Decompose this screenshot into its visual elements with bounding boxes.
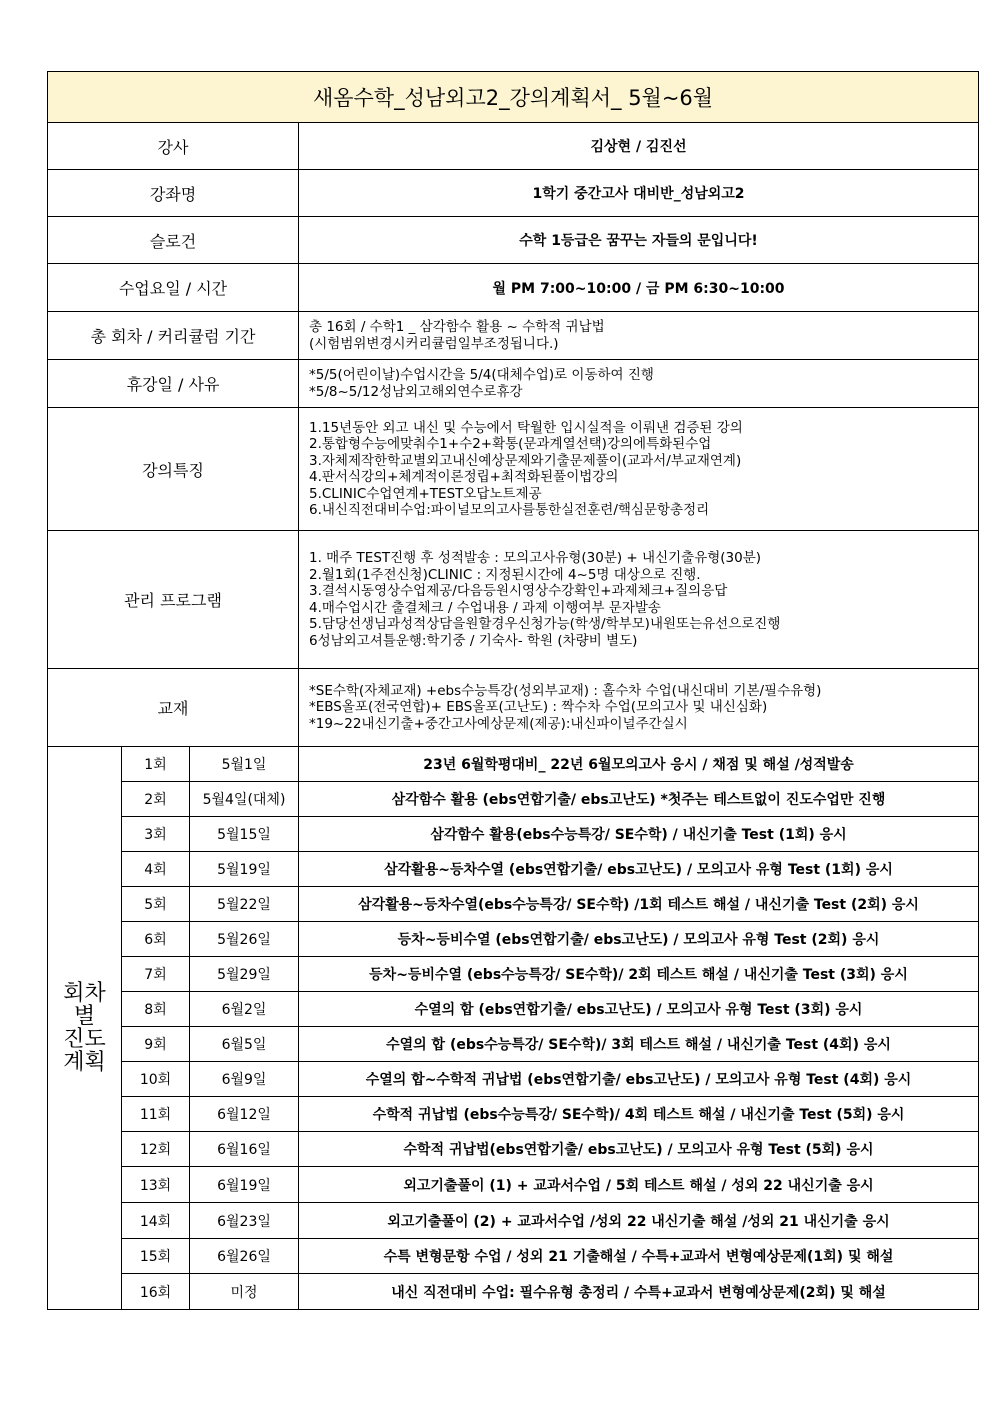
session-topic: 수열의 합 (ebs수능특강/ SE수학)/ 3회 테스트 해설 / 내신기출 Test (4회) 응시 xyxy=(299,1027,979,1062)
info-row-lecture-features xyxy=(48,408,979,531)
session-date: 5월4일(대체) xyxy=(190,782,299,817)
info-value-line: 2.월1회(1주전신청)CLINIC : 지정된시간에 4~5명 대상으로 진행. xyxy=(309,566,701,583)
info-row-course-name xyxy=(48,170,979,217)
session-date: 미정 xyxy=(190,1274,299,1310)
session-date: 6월19일 xyxy=(190,1167,299,1203)
session-date: 6월23일 xyxy=(190,1203,299,1239)
info-value-line: 2.통합형수능에맞춰수1+수2+확통(문과계열선택)강의에특화된수업 xyxy=(309,436,712,452)
info-label: 수업요일 / 시간 xyxy=(48,264,299,312)
schedule-row xyxy=(48,1239,979,1274)
info-label: 강의특징 xyxy=(48,408,299,531)
session-date: 6월16일 xyxy=(190,1132,299,1167)
page-title: 새옴수학_성남외고2_강의계획서_ 5월~6월 xyxy=(48,72,979,123)
info-value-line: 6성남외고셔틀운행:학기중 / 기숙사- 학원 (차량비 별도) xyxy=(309,632,638,649)
session-topic: 삼각활용~등차수열 (ebs연합기출/ ebs고난도) / 모의고사 유형 Test (1회) 응시 xyxy=(299,852,979,887)
schedule-row xyxy=(48,1027,979,1062)
session-number: 12회 xyxy=(122,1132,190,1167)
session-topic: 내신 직전대비 수업: 필수유형 총정리 / 수특+교과서 변형예상문제(2회) 및 해설 xyxy=(299,1274,979,1310)
info-row-curriculum-period xyxy=(48,312,979,360)
session-number: 14회 xyxy=(122,1203,190,1239)
session-date: 6월9일 xyxy=(190,1062,299,1097)
info-row-holiday xyxy=(48,360,979,408)
info-value-line: *SE수학(자체교재) +ebs수능특강(성외부교재) : 홀수차 수업(내신대비 기본/필수유형) xyxy=(309,682,822,699)
info-value-line: *EBS올포(전국연합)+ EBS올포(고난도) : 짝수차 수업(모의고사 및 내신심화) xyxy=(309,699,768,716)
info-value-line: 총 16회 / 수학1 _ 삼각함수 활용 ~ 수학적 귀납법 xyxy=(309,319,605,335)
title-row xyxy=(48,72,979,123)
session-number: 10회 xyxy=(122,1062,190,1097)
info-row-instructor xyxy=(48,123,979,170)
session-number: 8회 xyxy=(122,992,190,1027)
info-value-line: 1. 매주 TEST진행 후 성적발송 : 모의고사유형(30분) + 내신기출유형(30분) xyxy=(309,550,762,566)
info-label: 슬로건 xyxy=(48,217,299,264)
session-number: 4회 xyxy=(122,852,190,887)
session-topic: 외고기출풀이 (1) + 교과서수업 / 5회 테스트 해설 / 성외 22 내신기출 응시 xyxy=(299,1167,979,1203)
info-value-line: 5.담당선생님과성적상담을원할경우신청가능(학생/학부모)내원또는유선으로진행 xyxy=(309,616,781,632)
session-topic: 등차~등비수열 (ebs연합기출/ ebs고난도) / 모의고사 유형 Test (2회) 응시 xyxy=(299,922,979,957)
session-date: 5월26일 xyxy=(190,922,299,957)
session-topic: 수특 변형문항 수업 / 성외 21 기출해설 / 수특+교과서 변형예상문제(1회) 및 해설 xyxy=(299,1239,979,1274)
session-date: 5월15일 xyxy=(190,817,299,852)
info-row-slogan xyxy=(48,217,979,264)
session-date: 5월22일 xyxy=(190,887,299,922)
info-label: 강좌명 xyxy=(48,170,299,217)
schedule-section-label-line: 회차 xyxy=(63,981,106,1006)
session-date: 6월5일 xyxy=(190,1027,299,1062)
schedule-row xyxy=(48,992,979,1027)
schedule-row xyxy=(48,782,979,817)
info-label: 강사 xyxy=(48,123,299,170)
schedule-row xyxy=(48,747,979,782)
session-number: 9회 xyxy=(122,1027,190,1062)
session-number: 15회 xyxy=(122,1239,190,1274)
info-value xyxy=(299,264,979,312)
schedule-row xyxy=(48,817,979,852)
info-value xyxy=(299,408,979,531)
schedule-section-label-line: 진도 xyxy=(63,1027,106,1052)
session-date: 6월26일 xyxy=(190,1239,299,1274)
session-topic: 삼각함수 활용 (ebs연합기출/ ebs고난도) *첫주는 테스트없이 진도수업만 진행 xyxy=(299,782,979,817)
info-value xyxy=(299,217,979,264)
schedule-section-label-line: 계획 xyxy=(63,1050,106,1075)
info-value-line: 4.판서식강의+체계적이론정립+최적화된풀이법강의 xyxy=(309,469,619,485)
info-value-line: 김상현 / 김진선 xyxy=(590,139,687,155)
info-value-line: 1학기 중간고사 대비반_성남외고2 xyxy=(532,186,745,202)
info-value xyxy=(299,669,979,747)
schedule-row xyxy=(48,1062,979,1097)
schedule-section-label-line: 별 xyxy=(73,1004,96,1029)
schedule-row xyxy=(48,957,979,992)
info-value-line: 수학 1등급은 꿈꾸는 자들의 문입니다! xyxy=(519,233,758,249)
session-topic: 외고기출풀이 (2) + 교과서수업 /성외 22 내신기출 해설 /성외 21 내신기출 응시 xyxy=(299,1203,979,1239)
info-row-class-time xyxy=(48,264,979,312)
session-date: 6월2일 xyxy=(190,992,299,1027)
info-row-textbook xyxy=(48,669,979,747)
info-label: 교재 xyxy=(48,669,299,747)
info-label: 휴강일 / 사유 xyxy=(48,360,299,408)
info-value-line: 3.결석시동영상수업제공/다음등원시영상수강확인+과제체크+질의응답 xyxy=(309,583,728,599)
schedule-row xyxy=(48,1132,979,1167)
info-value-line: *5/8~5/12성남외고해외연수로휴강 xyxy=(309,383,523,400)
session-topic: 수열의 합 (ebs연합기출/ ebs고난도) / 모의고사 유형 Test (3회) 응시 xyxy=(299,992,979,1027)
session-topic: 수학적 귀납법(ebs연합기출/ ebs고난도) / 모의고사 유형 Test (5회) 응시 xyxy=(299,1132,979,1167)
session-topic: 23년 6월학평대비_ 22년 6월모의고사 응시 / 채점 및 해설 /성적발송 xyxy=(299,747,979,782)
schedule-row xyxy=(48,1097,979,1132)
info-value-line: *19~22내신기출+중간고사예상문제(제공):내신파이널주간실시 xyxy=(309,715,688,732)
session-topic: 삼각함수 활용(ebs수능특강/ SE수학) / 내신기출 Test (1회) 응시 xyxy=(299,817,979,852)
schedule-row xyxy=(48,887,979,922)
session-number: 6회 xyxy=(122,922,190,957)
session-number: 13회 xyxy=(122,1167,190,1203)
info-value xyxy=(299,360,979,408)
session-topic: 수학적 귀납법 (ebs수능특강/ SE수학)/ 4회 테스트 해설 / 내신기출 Test (5회) 응시 xyxy=(299,1097,979,1132)
session-topic: 삼각활용~등차수열(ebs수능특강/ SE수학) /1회 테스트 해설 / 내신기출 Test (2회) 응시 xyxy=(299,887,979,922)
info-value-line: 월 PM 7:00~10:00 / 금 PM 6:30~10:00 xyxy=(492,280,785,297)
info-value-line: 1.15년동안 외고 내신 및 수능에서 탁월한 입시실적을 이뤄낸 검증된 강의 xyxy=(309,419,743,436)
info-value xyxy=(299,170,979,217)
schedule-row xyxy=(48,1274,979,1310)
schedule-row xyxy=(48,922,979,957)
info-value-line: 5.CLINIC수업연계+TEST오답노트제공 xyxy=(309,485,542,502)
session-topic: 수열의 합~수학적 귀납법 (ebs연합기출/ ebs고난도) / 모의고사 유형 Test (4회) 응시 xyxy=(299,1062,979,1097)
info-value-line: (시험범위변경시커리큘럼일부조정됩니다.) xyxy=(309,335,559,352)
schedule-row xyxy=(48,1167,979,1203)
info-value-line: 3.자체제작한학교별외고내신예상문제와기출문제풀이(교과서/부교재연계) xyxy=(309,452,742,469)
info-label: 총 회차 / 커리큘럼 기간 xyxy=(48,312,299,360)
info-value xyxy=(299,123,979,170)
session-number: 3회 xyxy=(122,817,190,852)
info-value xyxy=(299,531,979,669)
info-row-management-program xyxy=(48,531,979,669)
session-date: 6월12일 xyxy=(190,1097,299,1132)
info-value-line: 6.내신직전대비수업:파이널모의고사를통한실전훈련/핵심문항총정리 xyxy=(309,502,710,518)
session-topic: 등차~등비수열 (ebs수능특강/ SE수학)/ 2회 테스트 해설 / 내신기출 Test (3회) 응시 xyxy=(299,957,979,992)
session-number: 7회 xyxy=(122,957,190,992)
session-number: 1회 xyxy=(122,747,190,782)
schedule-section-label xyxy=(48,747,122,1310)
session-date: 5월29일 xyxy=(190,957,299,992)
schedule-row xyxy=(48,1203,979,1239)
info-label: 관리 프로그램 xyxy=(48,531,299,669)
info-value-line: 4.매수업시간 출결체크 / 수업내용 / 과제 이행여부 문자발송 xyxy=(309,599,661,616)
info-value-line: *5/5(어린이날)수업시간을 5/4(대체수업)로 이동하여 진행 xyxy=(309,367,654,383)
session-number: 2회 xyxy=(122,782,190,817)
session-number: 5회 xyxy=(122,887,190,922)
lecture-plan-table xyxy=(47,71,979,1310)
schedule-row xyxy=(48,852,979,887)
info-value xyxy=(299,312,979,360)
session-number: 11회 xyxy=(122,1097,190,1132)
session-date: 5월1일 xyxy=(190,747,299,782)
session-date: 5월19일 xyxy=(190,852,299,887)
session-number: 16회 xyxy=(122,1274,190,1310)
